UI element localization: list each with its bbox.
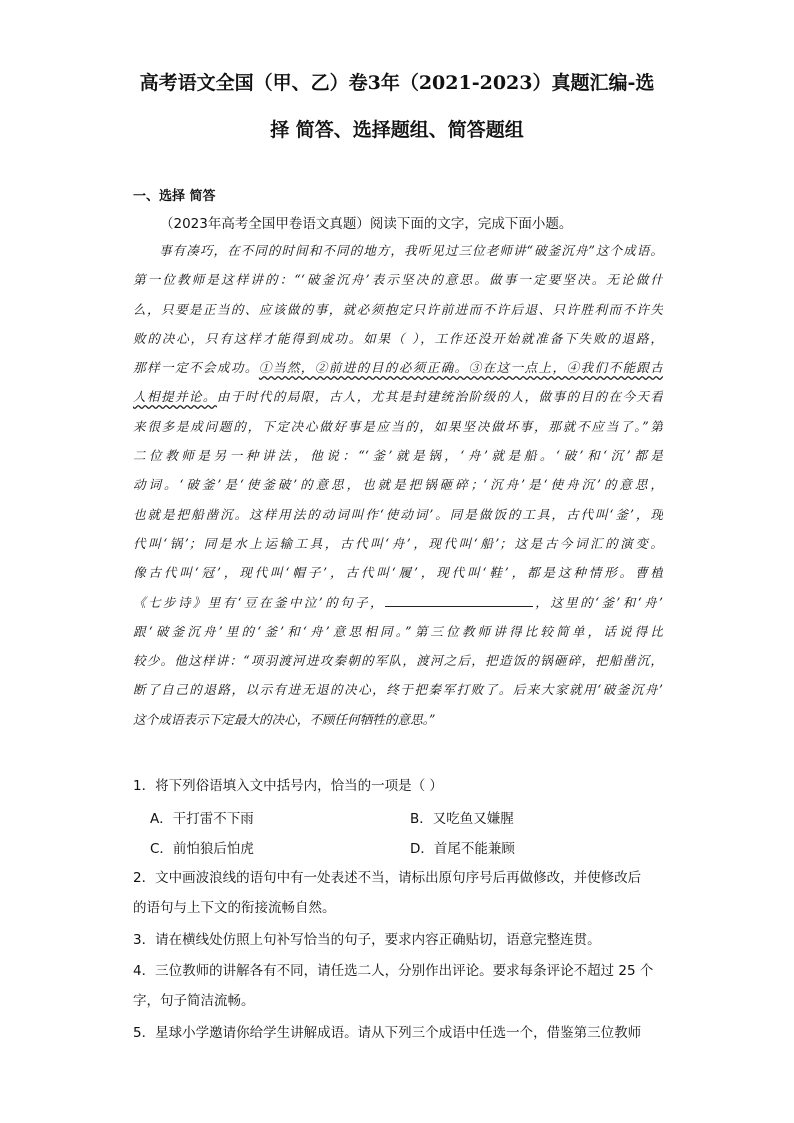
question-3 — [133, 925, 663, 955]
option-c: C．前怕狼后怕虎 — [150, 841, 254, 857]
page-title-line-1: 高考语文全国（甲、乙）卷3年（2021-2023）真题汇编-选 — [139, 72, 655, 94]
option-a: A．干打雷不下雨 — [150, 811, 254, 827]
passage-line: 动词。‘破釜’是‘使釜破’的意思，也就是把锅砸碎；‘沉舟’是‘使舟沉’的意思， — [133, 477, 663, 493]
passage-line: 像古代叫‘冠’，现代叫‘帽子’，古代叫‘履’，现代叫‘鞋’，都是这种情形。曹植 — [133, 565, 663, 581]
question-2 — [133, 863, 663, 923]
wavy-underlined-sentence-end: 人相提并论。 — [133, 389, 217, 405]
page-title-line-2: 择 简答、选择题组、简答题组 — [270, 119, 524, 141]
option-d: D．首尾不能兼顾 — [410, 841, 515, 857]
passage-text: 那样一定不会成功。 — [133, 360, 259, 376]
passage-line — [133, 382, 663, 411]
passage-line: 跟‘破釜沉舟’里的‘釜’和‘舟’意思相同。”第三位教师讲得比较简单，话说得比 — [133, 623, 663, 639]
passage-line: 来很多是成问题的，下定决心做好事是应当的，如果坚决做坏事，那就不应当了。”第 — [133, 418, 663, 434]
option-b: B．又吃鱼又嫌腥 — [410, 811, 514, 827]
passage-line — [133, 353, 663, 382]
passage-line: 事有凑巧，在不同的时间和不同的地方，我听见过三位老师讲“破釜沉舟”这个成语。 — [159, 243, 663, 258]
question-text: 3．请在横线处仿照上句补写恰当的句子，要求内容正确贴切，语意完整连贯。 — [133, 932, 601, 948]
question-text: 4．三位教师的讲解各有不同，请任选二人，分别作出评论。要求每条评论不超过 25 个 — [133, 963, 654, 979]
passage-line: 断了自己的退路，以示有进无退的决心，终于把秦军打败了。后来大家就用‘破釜沉舟’ — [133, 682, 663, 698]
passage-line: 也就是把船凿沉。这样用法的动词叫作‘使动词’。同是做饭的工具，古代叫‘釜’，现 — [133, 506, 663, 522]
passage-line: 较少。他这样讲：“项羽渡河进攻秦朝的军队，渡河之后，把造饭的锅砸碎，把船凿沉， — [133, 653, 663, 669]
passage-line: 么，只要是正当的、应该做的事，就必须抱定只许前进而不许后退、只许胜利而不许失 — [133, 301, 663, 317]
question-text: 5．星球小学邀请你给学生讲解成语。请从下列三个成语中任选一个，借鉴第三位教师 — [133, 1025, 642, 1041]
passage-line: 第一位教师是这样讲的：“‘破釜沉舟’表示坚决的意思。做事一定要坚决。无论做什 — [133, 272, 663, 288]
section-heading: 一、选择 简答 — [133, 189, 216, 204]
passage-line — [133, 588, 663, 617]
question-1 — [133, 771, 663, 801]
reading-passage — [133, 236, 663, 734]
question-text: 的语句与上下文的衔接流畅自然。 — [133, 900, 336, 916]
question-text: 1．将下列俗语填入文中括号内，恰当的一项是（ ） — [133, 778, 443, 794]
passage-text: ，这里的‘釜’和‘舟’ — [532, 594, 663, 610]
wavy-underlined-sentence: ①当然，②前进的目的必须正确。③在这一点上，④我们不能跟古 — [258, 360, 663, 376]
question-4 — [133, 956, 663, 1016]
passage-line: 二位教师是另一种讲法，他说：“‘釜’就是锅，‘舟’就是船。‘破’和‘沉’都是 — [133, 448, 663, 464]
fill-in-blank-line — [385, 592, 533, 607]
passage-line: 败的决心，只有这样才能得到成功。如果（ ），工作还没开始就准备下失败的退路， — [133, 330, 663, 346]
question-text: 2．文中画波浪线的语句中有一处表述不当，请标出原句序号后再做修改，并使修改后 — [133, 870, 642, 886]
passage-line: 代叫‘锅’；同是水上运输工具，古代叫‘舟’，现代叫‘船’；这是古今词汇的演变。 — [133, 535, 663, 551]
passage-line: 这个成语表示下定最大的决心，不顾任何牺牲的意思。” — [133, 711, 436, 727]
passage-text: 《七步诗》里有‘豆在釜中泣’的句子， — [133, 594, 385, 610]
passage-intro: （2023年高考全国甲卷语文真题）阅读下面的文字，完成下面小题。 — [160, 216, 573, 232]
question-5 — [133, 1018, 663, 1048]
passage-text: 由于时代的局限，古人，尤其是封建统治阶级的人，做事的目的在今天看 — [216, 389, 663, 405]
question-text: 字，句子简洁流畅。 — [133, 993, 255, 1009]
